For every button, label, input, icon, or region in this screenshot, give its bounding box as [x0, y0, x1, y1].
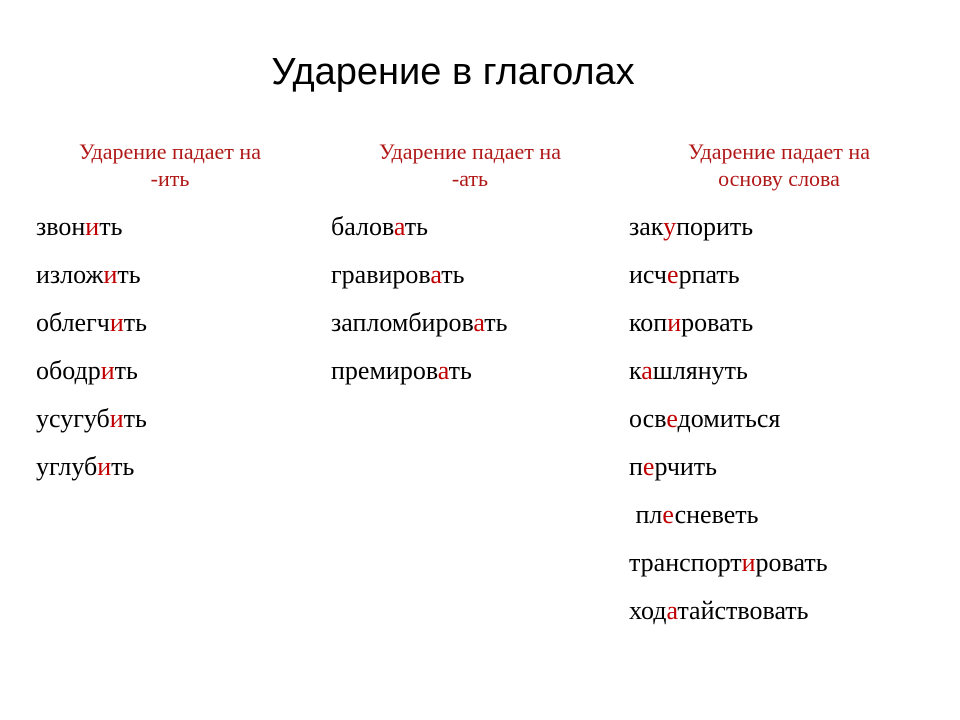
column-ить	[0, 138, 340, 500]
verb-prefix: транспорт	[629, 548, 742, 577]
verb-item	[331, 212, 640, 260]
verb-item	[331, 308, 640, 356]
verb-prefix: облегч	[36, 308, 110, 337]
verb-prefix: запломбиров	[331, 308, 474, 337]
verb-prefix: углуб	[36, 452, 98, 481]
verb-item	[331, 356, 640, 404]
verb-prefix: усугуб	[36, 404, 110, 433]
verb-suffix: ть	[117, 260, 141, 289]
verb-suffix: ть	[123, 404, 147, 433]
verb-prefix: зак	[629, 212, 664, 241]
stressed-vowel: а	[666, 596, 678, 625]
verb-suffix: ть	[404, 212, 429, 241]
verb-suffix: шлянуть	[652, 356, 748, 385]
verb-item	[629, 596, 960, 644]
verb-item	[331, 260, 640, 308]
verb-suffix: домиться	[677, 404, 781, 433]
stressed-vowel: е	[667, 260, 679, 289]
verb-prefix: ход	[629, 596, 667, 625]
column-header-line: -ать	[451, 166, 489, 191]
verb-suffix: ть	[441, 260, 465, 289]
verb-item	[629, 452, 960, 500]
stressed-vowel: и	[109, 404, 124, 433]
stressed-vowel: и	[103, 260, 118, 289]
verb-prefix: исч	[629, 260, 668, 289]
verb-item	[36, 452, 340, 500]
verb-suffix: ть	[99, 212, 123, 241]
column-header-line: основу слова	[718, 166, 840, 191]
verb-prefix: звон	[36, 212, 86, 241]
verb-item	[629, 548, 960, 596]
verb-suffix: ть	[484, 308, 508, 337]
column-header	[300, 138, 640, 196]
stressed-vowel: а	[437, 356, 449, 385]
verb-prefix: излож	[36, 260, 104, 289]
verb-suffix: сневеть	[674, 500, 759, 529]
verb-item	[36, 308, 340, 356]
stressed-vowel: а	[641, 356, 653, 385]
verb-prefix: гравиров	[331, 260, 431, 289]
verb-suffix: ть	[123, 308, 147, 337]
verb-item	[36, 212, 340, 260]
stressed-vowel: е	[666, 404, 678, 433]
verb-prefix: премиров	[331, 356, 438, 385]
stressed-vowel: и	[85, 212, 100, 241]
stressed-vowel: и	[667, 308, 682, 337]
word-list	[629, 212, 960, 644]
stressed-vowel: и	[741, 548, 756, 577]
stressed-vowel: и	[109, 308, 124, 337]
column-header	[598, 138, 960, 196]
verb-prefix: осв	[629, 404, 667, 433]
verb-suffix: ровать	[755, 548, 828, 577]
column-stem	[598, 138, 960, 644]
stressed-vowel: а	[430, 260, 442, 289]
verb-suffix: рпать	[678, 260, 740, 289]
column-header-line: Ударение падает на	[79, 139, 261, 164]
verb-suffix: ровать	[681, 308, 754, 337]
column-header-line: Ударение падает на	[688, 139, 870, 164]
word-list	[331, 212, 640, 404]
verb-item	[629, 212, 960, 260]
column-header-line: Ударение падает на	[379, 139, 561, 164]
verb-prefix: балов	[331, 212, 394, 241]
verb-item	[36, 356, 340, 404]
verb-suffix: рчить	[654, 452, 718, 481]
verb-item	[629, 356, 960, 404]
slide-title: Ударение в глаголах	[271, 51, 635, 93]
stressed-vowel: и	[97, 452, 112, 481]
verb-item	[629, 500, 960, 548]
stressed-vowel: а	[473, 308, 485, 337]
verb-suffix: порить	[676, 212, 754, 241]
verb-item	[629, 308, 960, 356]
verb-prefix: к	[629, 356, 642, 385]
verb-suffix: ть	[114, 356, 138, 385]
column-ать	[300, 138, 640, 404]
verb-suffix: ть	[111, 452, 135, 481]
stressed-vowel: и	[100, 356, 115, 385]
verb-suffix: тайствовать	[677, 596, 809, 625]
verb-prefix: п	[629, 452, 643, 481]
stressed-vowel: е	[662, 500, 675, 529]
verb-prefix: ободр	[36, 356, 101, 385]
verb-suffix: ть	[448, 356, 472, 385]
verb-item	[629, 260, 960, 308]
stressed-vowel: а	[393, 212, 405, 241]
stressed-vowel: е	[642, 452, 655, 481]
stressed-vowel: у	[663, 212, 677, 241]
column-header	[0, 138, 340, 196]
verb-prefix: пл	[629, 500, 663, 529]
column-header-line: -ить	[150, 166, 190, 191]
verb-item	[36, 260, 340, 308]
word-list	[36, 212, 340, 500]
verb-item	[36, 404, 340, 452]
verb-prefix: коп	[629, 308, 668, 337]
verb-item	[629, 404, 960, 452]
